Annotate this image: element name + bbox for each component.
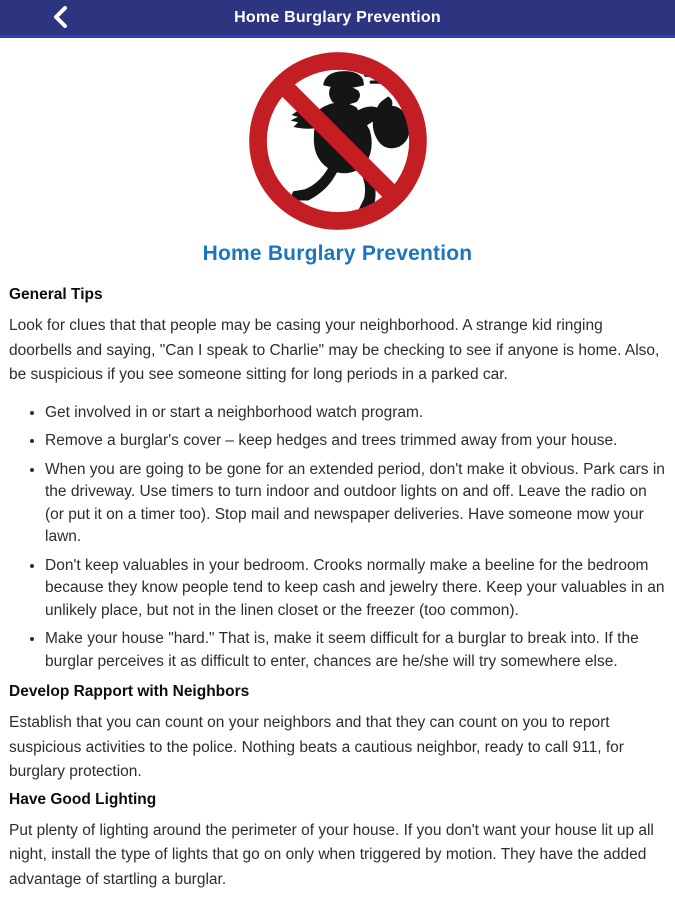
list-item: • Don't keep valuables in your bedroom. Crooks normally make a beeline for the bedroom because they know people tend to keep cash and jewelry there. Keep your valuables in an unlikely place, but not in the linen closet or the freezer (too common). <box>45 555 666 623</box>
section-develop-rapport <box>9 683 666 785</box>
app-header <box>0 0 675 38</box>
section-heading-develop-rapport: Develop Rapport with Neighbors <box>9 683 250 700</box>
no-burglar-svg <box>245 48 431 234</box>
article-body <box>0 266 675 892</box>
list-item: • Make your house "hard." That is, make it seem difficult for a burglar to break into. If the burglar perceives it as difficult to enter, chances are he/she will try somewhere else. <box>45 628 666 673</box>
list-item: • Remove a burglar's cover – keep hedges and trees trimmed away from your house. <box>45 430 666 453</box>
develop-rapport-text: Establish that you can count on your neighbors and that they can count on you to report suspicious activities to the police. Nothing beats a cautious neighbor, ready to call 911, for burglary protection. <box>9 714 624 780</box>
section-good-lighting <box>9 791 666 893</box>
list-item: • Get involved in or start a neighborhood watch program. <box>45 402 666 425</box>
page-title: Home Burglary Prevention <box>202 242 473 265</box>
chevron-left-icon <box>52 6 68 33</box>
header-title: Home Burglary Prevention <box>234 8 441 26</box>
good-lighting-text: Put plenty of lighting around the perimeter of your house. If you don't want your house lit up all night, install the type of lights that go on only when triggered by motion. They have the added advantage of startling a burglar. <box>9 821 654 888</box>
list-item: • When you are going to be gone for an extended period, don't make it obvious. Park cars in the driveway. Use timers to turn indoor and outdoor lights on and off. Leave the radio on (or put it on a timer too). Stop mail and newspaper deliveries. Have someone mow your lawn. <box>45 459 666 549</box>
back-button[interactable] <box>44 4 76 34</box>
section-heading-good-lighting: Have Good Lighting <box>9 790 157 808</box>
general-tips-intro: Look for clues that that people may be casing your neighborhood. A strange kid ringing doorbells and saying, "Can I speak to Charlie" may be checking to see if anyone is home. Also, be suspicious if you see someone sitting for long periods in a parked car. <box>9 317 660 383</box>
tips-list <box>9 402 666 674</box>
section-general-tips <box>9 286 666 673</box>
section-heading-general-tips: General Tips <box>9 286 103 303</box>
no-burglar-icon <box>0 38 675 234</box>
